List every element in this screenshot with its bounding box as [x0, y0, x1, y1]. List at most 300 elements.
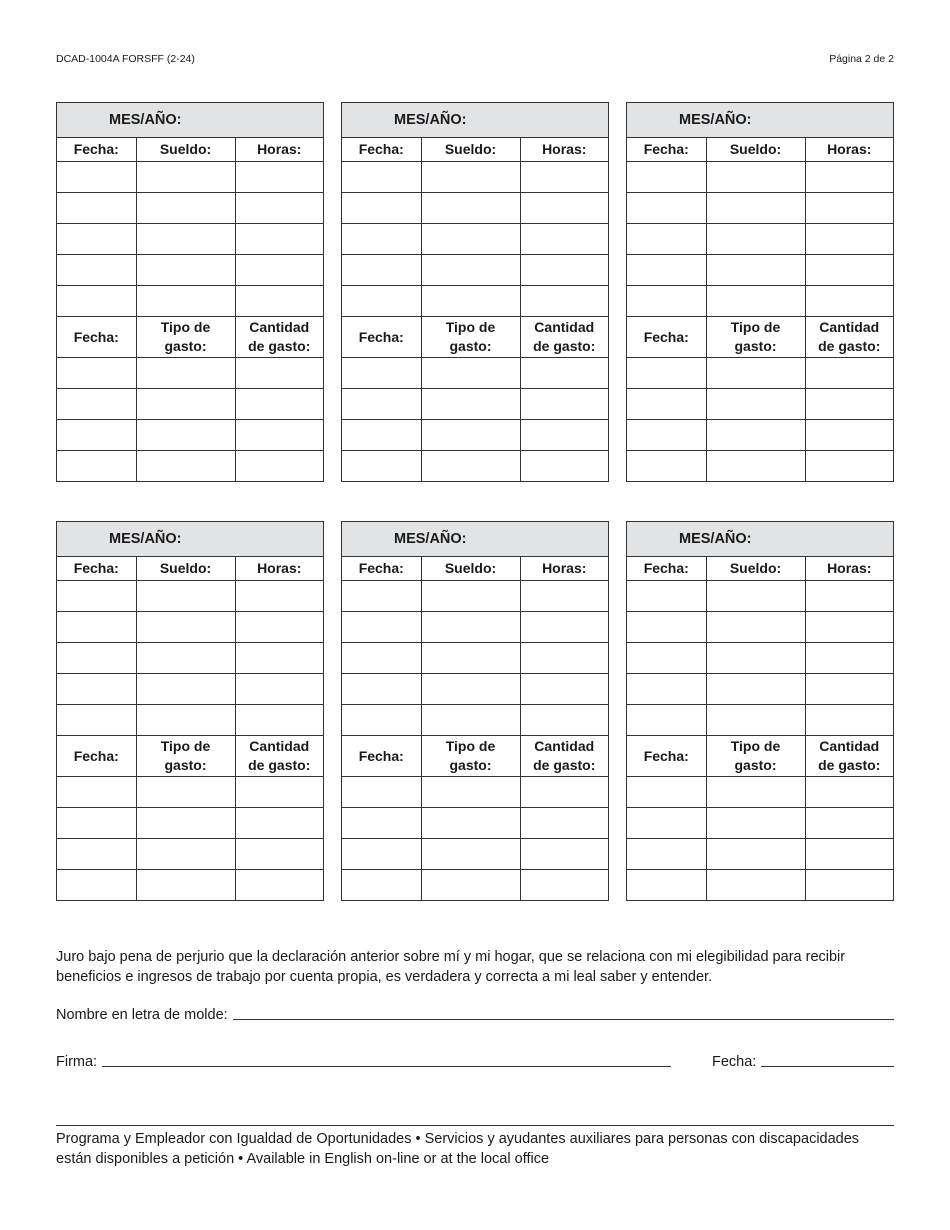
entry-cell[interactable]	[627, 839, 706, 870]
entry-cell[interactable]	[627, 870, 706, 901]
entry-cell[interactable]	[421, 420, 520, 451]
entry-cell[interactable]	[805, 162, 893, 193]
entry-cell[interactable]	[235, 839, 323, 870]
entry-cell[interactable]	[57, 162, 136, 193]
entry-cell[interactable]	[520, 839, 608, 870]
entry-cell[interactable]	[805, 777, 893, 808]
expense-row	[627, 870, 893, 901]
expense-amount-header	[235, 317, 323, 358]
name-field	[56, 1007, 894, 1023]
expense-amount-header	[520, 317, 608, 358]
entry-cell[interactable]	[706, 255, 805, 286]
expense-amount-label-2: de gasto:	[818, 338, 881, 354]
entry-cell[interactable]	[706, 193, 805, 224]
entry-cell[interactable]	[342, 286, 421, 317]
entry-cell[interactable]	[342, 358, 421, 389]
entry-cell[interactable]	[57, 808, 136, 839]
expense-row	[342, 389, 608, 420]
entry-cell[interactable]	[342, 389, 421, 420]
wage-row	[627, 674, 893, 705]
expense-type-header	[136, 317, 235, 358]
entry-cell[interactable]	[706, 674, 805, 705]
entry-cell[interactable]	[627, 389, 706, 420]
expense-row	[342, 358, 608, 389]
name-input-line[interactable]	[233, 1018, 894, 1020]
entry-cell[interactable]	[235, 255, 323, 286]
entry-cell[interactable]	[342, 870, 421, 901]
expense-type-header	[706, 736, 805, 777]
expense-type-label-2: gasto:	[734, 338, 777, 354]
entry-cell[interactable]	[706, 420, 805, 451]
entry-cell[interactable]	[421, 839, 520, 870]
entry-cell[interactable]	[706, 705, 805, 736]
expense-type-label-2: gasto:	[449, 757, 492, 773]
date-label: Fecha:	[712, 1054, 757, 1070]
expense-row	[57, 451, 323, 482]
entry-cell[interactable]	[421, 777, 520, 808]
entry-cell[interactable]	[57, 612, 136, 643]
month-year-label: MES/AÑO:	[57, 522, 323, 557]
entry-cell[interactable]	[342, 451, 421, 482]
entry-cell[interactable]	[706, 358, 805, 389]
entry-cell[interactable]	[57, 777, 136, 808]
entry-cell[interactable]	[342, 705, 421, 736]
entry-cell[interactable]	[136, 870, 235, 901]
entry-cell[interactable]	[421, 808, 520, 839]
entry-cell[interactable]	[805, 193, 893, 224]
wage-row	[627, 255, 893, 286]
wage-row	[342, 643, 608, 674]
entry-cell[interactable]	[520, 612, 608, 643]
signature-input-line[interactable]	[102, 1065, 671, 1067]
entry-cell[interactable]	[57, 839, 136, 870]
entry-cell[interactable]	[520, 808, 608, 839]
entry-cell[interactable]	[421, 581, 520, 612]
expense-row	[342, 808, 608, 839]
wage-row	[342, 705, 608, 736]
expense-type-header	[706, 317, 805, 358]
expense-type-label-2: gasto:	[164, 757, 207, 773]
entry-cell[interactable]	[520, 389, 608, 420]
month-year-label: MES/AÑO:	[57, 103, 323, 138]
date-header: Fecha:	[627, 138, 706, 162]
entry-cell[interactable]	[57, 581, 136, 612]
entry-cell[interactable]	[342, 643, 421, 674]
expense-row	[342, 420, 608, 451]
page-number: Página 2 de 2	[829, 53, 894, 65]
entry-cell[interactable]	[706, 389, 805, 420]
wage-row	[627, 162, 893, 193]
entry-cell[interactable]	[136, 643, 235, 674]
expense-type-label-2: gasto:	[449, 338, 492, 354]
wage-row	[342, 581, 608, 612]
month-year-label: MES/AÑO:	[627, 103, 893, 138]
entry-cell[interactable]	[136, 389, 235, 420]
entry-cell[interactable]	[421, 358, 520, 389]
entry-cell[interactable]	[235, 581, 323, 612]
expense-type-label-1: Tipo de	[160, 738, 211, 754]
entry-cell[interactable]	[57, 193, 136, 224]
hours-header: Horas:	[520, 138, 608, 162]
entry-cell[interactable]	[136, 808, 235, 839]
entry-cell[interactable]	[235, 674, 323, 705]
entry-cell[interactable]	[342, 420, 421, 451]
expense-amount-header	[805, 317, 893, 358]
wage-header: Sueldo:	[706, 138, 805, 162]
entry-cell[interactable]	[57, 389, 136, 420]
entry-cell[interactable]	[520, 286, 608, 317]
wage-row	[627, 193, 893, 224]
entry-cell[interactable]	[421, 870, 520, 901]
entry-cell[interactable]	[627, 420, 706, 451]
entry-cell[interactable]	[421, 255, 520, 286]
entry-cell[interactable]	[57, 224, 136, 255]
expense-amount-label-2: de gasto:	[818, 757, 881, 773]
expense-date-header: Fecha:	[57, 736, 136, 777]
expense-type-header	[421, 317, 520, 358]
entry-cell[interactable]	[342, 777, 421, 808]
entry-cell[interactable]	[805, 286, 893, 317]
entry-cell[interactable]	[706, 612, 805, 643]
entry-cell[interactable]	[706, 777, 805, 808]
entry-cell[interactable]	[136, 224, 235, 255]
month-year-label: MES/AÑO:	[627, 522, 893, 557]
entry-cell[interactable]	[805, 389, 893, 420]
entry-cell[interactable]	[520, 581, 608, 612]
entry-cell[interactable]	[136, 420, 235, 451]
wage-row	[342, 224, 608, 255]
wage-row	[627, 705, 893, 736]
entry-cell[interactable]	[136, 286, 235, 317]
wage-row	[57, 643, 323, 674]
expense-amount-label-2: de gasto:	[248, 757, 311, 773]
expense-row	[57, 389, 323, 420]
entry-cell[interactable]	[136, 674, 235, 705]
expense-type-label-2: gasto:	[164, 338, 207, 354]
entry-cell[interactable]	[136, 451, 235, 482]
month-grid	[341, 521, 609, 901]
wage-row	[342, 674, 608, 705]
expense-type-label-1: Tipo de	[730, 738, 781, 754]
wage-row	[342, 162, 608, 193]
entry-cell[interactable]	[235, 777, 323, 808]
entry-cell[interactable]	[235, 193, 323, 224]
expense-date-header: Fecha:	[342, 317, 421, 358]
entry-cell[interactable]	[421, 286, 520, 317]
entry-cell[interactable]	[57, 870, 136, 901]
entry-cell[interactable]	[136, 581, 235, 612]
expense-amount-label-1: Cantidad	[534, 319, 595, 335]
entry-cell[interactable]	[627, 643, 706, 674]
expense-amount-header	[805, 736, 893, 777]
expense-row	[627, 839, 893, 870]
entry-cell[interactable]	[235, 389, 323, 420]
hours-header: Horas:	[805, 557, 893, 581]
wage-row	[627, 643, 893, 674]
entry-cell[interactable]	[706, 808, 805, 839]
entry-cell[interactable]	[706, 451, 805, 482]
expense-amount-label-1: Cantidad	[249, 319, 310, 335]
expense-amount-label-2: de gasto:	[248, 338, 311, 354]
expense-amount-header	[520, 736, 608, 777]
month-grid	[626, 102, 894, 482]
entry-cell[interactable]	[520, 870, 608, 901]
hours-header: Horas:	[235, 138, 323, 162]
expense-type-label-2: gasto:	[734, 757, 777, 773]
wage-header: Sueldo:	[421, 138, 520, 162]
entry-cell[interactable]	[342, 581, 421, 612]
wage-row	[627, 612, 893, 643]
expense-type-header	[421, 736, 520, 777]
entry-cell[interactable]	[235, 705, 323, 736]
expense-row	[57, 420, 323, 451]
month-grid	[56, 521, 324, 901]
entry-cell[interactable]	[235, 612, 323, 643]
entry-cell[interactable]	[520, 705, 608, 736]
expense-date-header: Fecha:	[57, 317, 136, 358]
entry-cell[interactable]	[805, 674, 893, 705]
month-grid	[626, 521, 894, 901]
entry-cell[interactable]	[235, 224, 323, 255]
entry-cell[interactable]	[706, 224, 805, 255]
expense-amount-label-1: Cantidad	[534, 738, 595, 754]
date-header: Fecha:	[57, 557, 136, 581]
expense-row	[342, 777, 608, 808]
entry-cell[interactable]	[627, 808, 706, 839]
entry-cell[interactable]	[235, 358, 323, 389]
entry-cell[interactable]	[136, 193, 235, 224]
entry-cell[interactable]	[57, 420, 136, 451]
hours-header: Horas:	[805, 138, 893, 162]
expense-row	[57, 808, 323, 839]
entry-cell[interactable]	[421, 389, 520, 420]
wage-row	[57, 193, 323, 224]
entry-cell[interactable]	[520, 358, 608, 389]
expense-row	[57, 870, 323, 901]
month-year-label: MES/AÑO:	[342, 522, 608, 557]
entry-cell[interactable]	[342, 255, 421, 286]
month-grid	[56, 102, 324, 482]
entry-cell[interactable]	[342, 839, 421, 870]
entry-cell[interactable]	[421, 612, 520, 643]
wage-row	[57, 162, 323, 193]
entry-cell[interactable]	[520, 451, 608, 482]
month-year-label: MES/AÑO:	[342, 103, 608, 138]
entry-cell[interactable]	[235, 451, 323, 482]
entry-cell[interactable]	[421, 451, 520, 482]
date-header: Fecha:	[342, 138, 421, 162]
entry-cell[interactable]	[520, 643, 608, 674]
entry-cell[interactable]	[235, 643, 323, 674]
form-id: DCAD-1004A FORSFF (2-24)	[56, 53, 195, 65]
entry-cell[interactable]	[627, 286, 706, 317]
expense-row	[57, 777, 323, 808]
entry-cell[interactable]	[805, 808, 893, 839]
date-header: Fecha:	[57, 138, 136, 162]
expense-date-header: Fecha:	[627, 317, 706, 358]
expense-row	[627, 808, 893, 839]
wage-row	[342, 286, 608, 317]
entry-cell[interactable]	[627, 255, 706, 286]
wage-row	[342, 255, 608, 286]
declaration-text: Juro bajo pena de perjurio que la declaración anterior sobre mí y mi hogar, que se relaciona con mi elegibilidad para recibir beneficios e ingresos de trabajo por cuenta propia, es verdadera y correcta a mi leal saber y entender.	[56, 949, 846, 985]
entry-cell[interactable]	[136, 612, 235, 643]
entry-cell[interactable]	[136, 705, 235, 736]
entry-cell[interactable]	[235, 162, 323, 193]
entry-cell[interactable]	[520, 193, 608, 224]
entry-cell[interactable]	[627, 358, 706, 389]
wage-row	[57, 224, 323, 255]
entry-cell[interactable]	[421, 643, 520, 674]
wage-row	[57, 581, 323, 612]
entry-cell[interactable]	[520, 420, 608, 451]
entry-cell[interactable]	[57, 358, 136, 389]
wage-row	[57, 255, 323, 286]
entry-cell[interactable]	[706, 286, 805, 317]
expense-type-label-1: Tipo de	[445, 319, 496, 335]
entry-cell[interactable]	[57, 705, 136, 736]
entry-cell[interactable]	[57, 286, 136, 317]
footer-text: Programa y Empleador con Igualdad de Oportunidades • Servicios y ayudantes auxiliares para personas con discapacidades están disponibles a petición • Available in English on-line or at the local office	[56, 1131, 860, 1167]
hours-header: Horas:	[235, 557, 323, 581]
entry-cell[interactable]	[421, 674, 520, 705]
entry-cell[interactable]	[805, 224, 893, 255]
entry-cell[interactable]	[421, 705, 520, 736]
date-input-line[interactable]	[761, 1065, 894, 1067]
entry-cell[interactable]	[57, 255, 136, 286]
expense-row	[342, 870, 608, 901]
entry-cell[interactable]	[627, 674, 706, 705]
entry-cell[interactable]	[57, 451, 136, 482]
entry-cell[interactable]	[627, 451, 706, 482]
entry-cell[interactable]	[57, 643, 136, 674]
entry-cell[interactable]	[235, 420, 323, 451]
entry-cell[interactable]	[342, 674, 421, 705]
entry-cell[interactable]	[706, 839, 805, 870]
entry-cell[interactable]	[520, 162, 608, 193]
entry-cell[interactable]	[805, 420, 893, 451]
entry-cell[interactable]	[805, 581, 893, 612]
entry-cell[interactable]	[627, 162, 706, 193]
entry-cell[interactable]	[805, 643, 893, 674]
wage-row	[627, 581, 893, 612]
entry-cell[interactable]	[706, 870, 805, 901]
entry-cell[interactable]	[627, 581, 706, 612]
entry-cell[interactable]	[136, 358, 235, 389]
wage-header: Sueldo:	[136, 138, 235, 162]
wage-row	[342, 612, 608, 643]
entry-cell[interactable]	[520, 224, 608, 255]
entry-cell[interactable]	[627, 705, 706, 736]
expense-amount-label-1: Cantidad	[819, 738, 880, 754]
entry-cell[interactable]	[805, 358, 893, 389]
expense-row	[57, 839, 323, 870]
entry-cell[interactable]	[627, 777, 706, 808]
wage-row	[57, 674, 323, 705]
name-label: Nombre en letra de molde:	[56, 1007, 228, 1023]
expense-amount-label-1: Cantidad	[249, 738, 310, 754]
entry-cell[interactable]	[342, 193, 421, 224]
expense-type-label-1: Tipo de	[730, 319, 781, 335]
hours-header: Horas:	[520, 557, 608, 581]
entry-cell[interactable]	[805, 451, 893, 482]
entry-cell[interactable]	[805, 255, 893, 286]
entry-cell[interactable]	[136, 777, 235, 808]
month-grid	[341, 102, 609, 482]
signature-field	[56, 1054, 671, 1070]
expense-type-header	[136, 736, 235, 777]
expense-row	[627, 451, 893, 482]
entry-cell[interactable]	[805, 612, 893, 643]
entry-cell[interactable]	[805, 705, 893, 736]
date-header: Fecha:	[342, 557, 421, 581]
wage-row	[627, 224, 893, 255]
entry-cell[interactable]	[136, 839, 235, 870]
expense-row	[342, 451, 608, 482]
expense-row	[627, 777, 893, 808]
entry-cell[interactable]	[421, 193, 520, 224]
entry-cell[interactable]	[706, 643, 805, 674]
wage-row	[57, 705, 323, 736]
expense-type-label-1: Tipo de	[445, 738, 496, 754]
entry-cell[interactable]	[627, 612, 706, 643]
expense-amount-label-2: de gasto:	[533, 338, 596, 354]
entry-cell[interactable]	[342, 162, 421, 193]
expense-row	[627, 358, 893, 389]
entry-cell[interactable]	[520, 777, 608, 808]
footer-divider	[56, 1125, 894, 1126]
entry-cell[interactable]	[235, 870, 323, 901]
entry-cell[interactable]	[805, 839, 893, 870]
wage-header: Sueldo:	[421, 557, 520, 581]
expense-amount-label-2: de gasto:	[533, 757, 596, 773]
wage-header: Sueldo:	[136, 557, 235, 581]
entry-cell[interactable]	[136, 255, 235, 286]
entry-cell[interactable]	[520, 674, 608, 705]
wage-header: Sueldo:	[706, 557, 805, 581]
entry-cell[interactable]	[136, 162, 235, 193]
entry-cell[interactable]	[520, 255, 608, 286]
expense-row	[342, 839, 608, 870]
entry-cell[interactable]	[342, 808, 421, 839]
entry-cell[interactable]	[421, 162, 520, 193]
wage-row	[342, 193, 608, 224]
wage-row	[627, 286, 893, 317]
entry-cell[interactable]	[57, 674, 136, 705]
date-header: Fecha:	[627, 557, 706, 581]
entry-cell[interactable]	[342, 224, 421, 255]
entry-cell[interactable]	[627, 224, 706, 255]
expense-row	[627, 420, 893, 451]
entry-cell[interactable]	[235, 286, 323, 317]
wage-row	[57, 612, 323, 643]
entry-cell[interactable]	[706, 162, 805, 193]
expense-type-label-1: Tipo de	[160, 319, 211, 335]
entry-cell[interactable]	[627, 193, 706, 224]
expense-amount-header	[235, 736, 323, 777]
entry-cell[interactable]	[421, 224, 520, 255]
expense-amount-label-1: Cantidad	[819, 319, 880, 335]
entry-cell[interactable]	[805, 870, 893, 901]
entry-cell[interactable]	[342, 612, 421, 643]
date-field	[712, 1054, 894, 1070]
signature-label: Firma:	[56, 1054, 98, 1070]
expense-date-header: Fecha:	[342, 736, 421, 777]
wage-row	[57, 286, 323, 317]
entry-cell[interactable]	[235, 808, 323, 839]
entry-cell[interactable]	[706, 581, 805, 612]
expense-date-header: Fecha:	[627, 736, 706, 777]
